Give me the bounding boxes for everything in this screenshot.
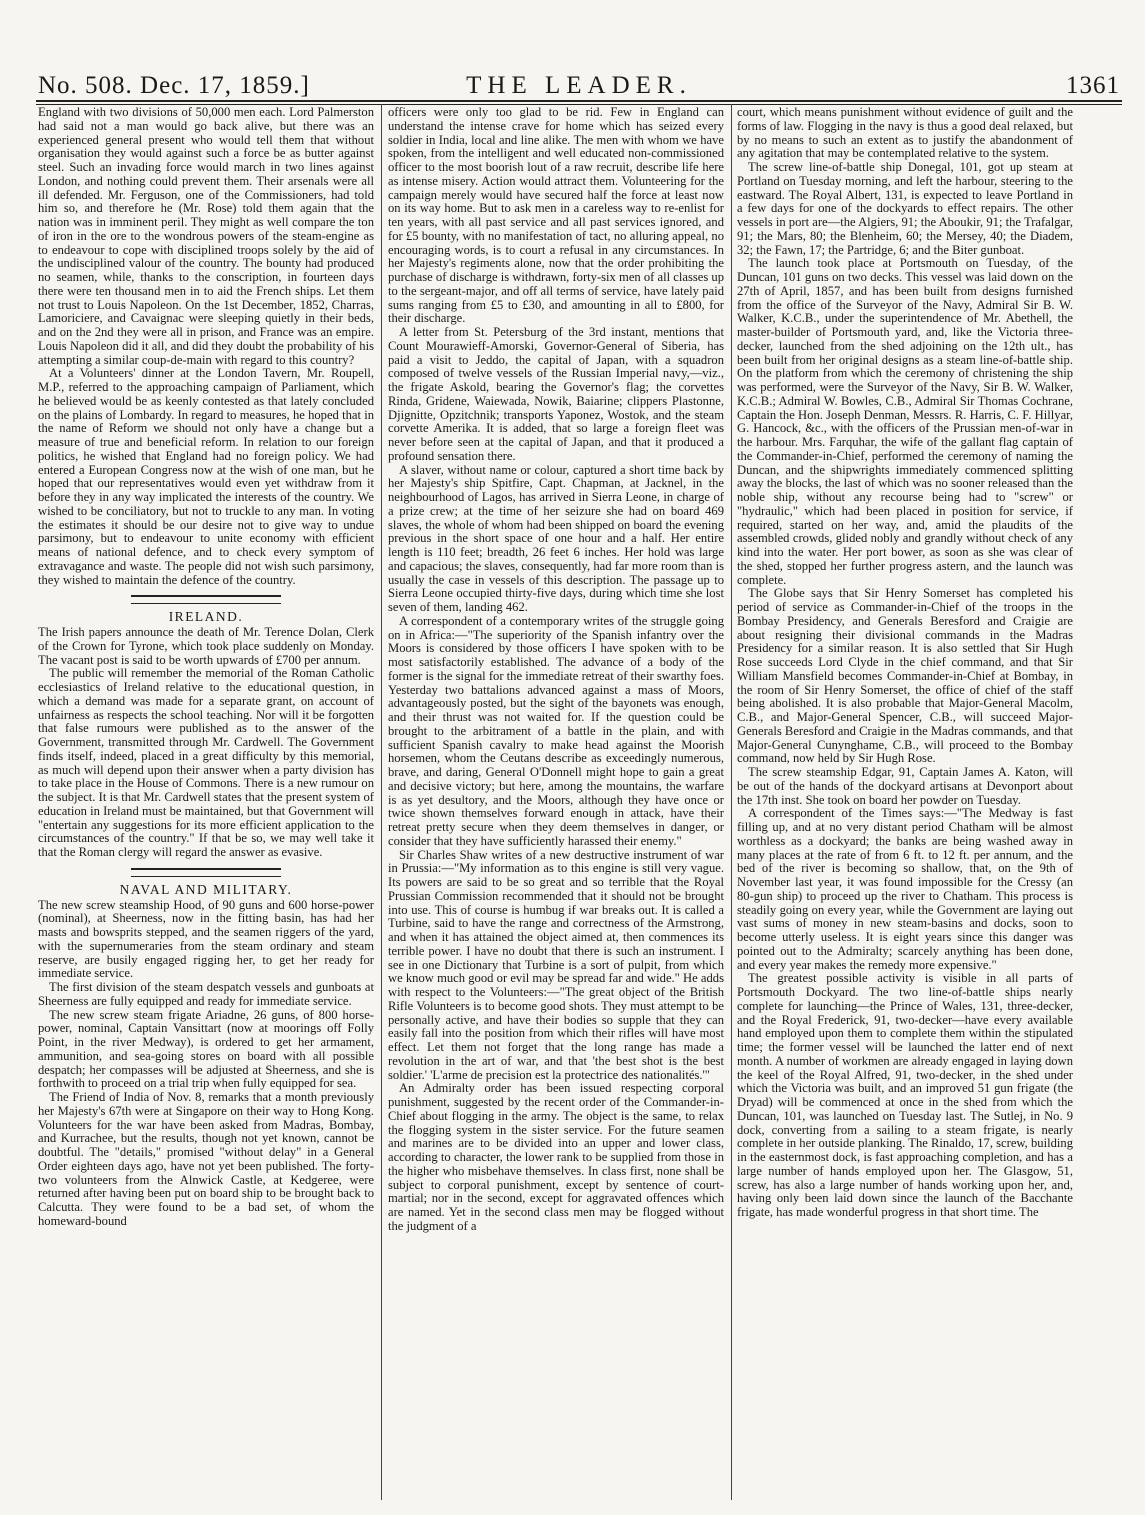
article-paragraph: A slaver, without name or colour, captured a short time back by her Majesty's ship Spitfire, Capt. Chapman, at Jacknel, in the neighbourhood of Lagos, has arrived in Sierra Leone, in charge of a prize crew; at the time of her seizure she had on board 469 slaves, the whole of whom had been shipped on board the evening previous in the short space of one hour and a half. Her entire length is 110 feet; breadth, 26 feet 6 inches. Her hold was large and capacious; the slaves, consequently, had far more room than is usually the case in vessels of this description. The passage up to Sierra Leone occupied thirty-five days, during which time she lost seven of them, landing 462.	[388, 462, 724, 614]
column-divider	[381, 104, 382, 1500]
article-paragraph: The public will remember the memorial of the Roman Catholic ecclesiastics of Ireland relative to the educational question, in which a demand was made for a separate grant, on account of unfairness as respects the school teaching. Nor will it be forgotten that false rumours were published as to the answer of the Government, transmitted through Mr. Cardwell. The Government finds itself, indeed, placed in a great difficulty by this memorial, as much will depend upon their answer when a party division has to take place in the House of Commons. There is a new rumour on the subject. It is that Mr. Cardwell states that the present system of education in Ireland must be maintained, but that Government will "entertain any suggestions for its more efficient application to the circumstances of the country." If that be so, we may well take it that the Roman clergy will regard the answer as evasive.	[38, 666, 374, 859]
article-paragraph: officers were only too glad to be rid. Few in England can understand the intense crave for home which has seized every soldier in India, local and line alike. The men with whom we have spoken, from the intelligent and well educated non-commissioned officer to the most boorish lout of a raw recruit, describe life here as intense misery. Action would attract them. Volunteering for the campaign merely would have secured half the force at least now on its way home. But to ask men in a careless way to re-enlist for ten years, with all past service and all past services ignored, and for £5 bounty, with no manifestation of tact, no alluring appeal, no encouraging words, is to court a refusal in any circumstances. In her Majesty's regiments alone, now that the order prohibiting the purchase of discharge is withdrawn, forty-six men of all classes up to the sergeant-major, and off all terms of service, have lately paid sums ranging from £5 to £30, and amounting in all to £800, for their discharge.	[388, 106, 724, 326]
article-paragraph: The greatest possible activity is visible in all parts of Portsmouth Dockyard. The two line-of-battle ships nearly complete for launching—the Prince of Wales, 131, three-decker, and the Royal Frederick, 91, two-decker—have every available hand employed upon them to complete them within the stipulated time; the former vessel will be launched the latter end of next month. A number of workmen are already engaged in laying down the keel of the Royal Alfred, 91, two-decker, in the shed under which the Victoria was built, and an improved 51 gun frigate (the Dryad) will be commenced at once in the shed from which the Duncan, 101, was launched on Tuesday last. The Sutlej, in No. 9 dock, converting from a sailing to a steam frigate, is nearly complete in her outside planking. The Rinaldo, 17, screw, building in the easternmost dock, is fast approaching completion, and has a large number of hands employed upon her. The Glasgow, 51, screw, has also a large number of hands working upon her, and, having only been laid down since the launch of the Bacchante frigate, has made wonderful progress in that short time. The	[737, 971, 1073, 1219]
column-3	[737, 106, 1073, 1498]
article-paragraph: At a Volunteers' dinner at the London Tavern, Mr. Roupell, M.P., referred to the approaching campaign of Parliament, which he believed would be as keenly contested as that lately concluded on the plains of Lombardy. In regard to measures, he hoped that in the name of Reform we should not only have a change but a measure of true and beneficial reform. In relation to our foreign politics, he wished that England had no foreign policy. We had entered a European Congress now at the wish of one man, but he hoped that our representatives would even yet withdraw from it before they in any way implicated the interests of the country. We wished to be conciliatory, but not to truckle to any man. In voting the estimates it should be our desire not to give way to undue parsimony, but to endeavour to unite economy with efficient means of national defence, and to check every symptom of extravagance and waste. The people did not wish such parsimony, they wished to maintain the defence of the country.	[38, 366, 374, 587]
article-paragraph: A correspondent of a contemporary writes of the struggle going on in Africa:—"The superiority of the Spanish infantry over the Moors is considered by those officers I have spoken with to be most satisfactorily established. The advance of a body of the former is the signal for the immediate retreat of their swarthy foes. Yesterday two battalions advanced against a mass of Moors, advantageously posted, but the sight of the bayonets was enough, and their thrust was not waited for. If the question could be brought to the arbitrament of a battle in the plain, and with sufficient Spanish cavalry to make head against the Moorish horsemen, whom the Ceutans describe as exceedingly numerous, brave, and daring, General O'Donnell might hope to gain a great and decisive victory; but here, among the mountains, the warfare is as yet desultory, and the Moors, although they have once or twice shown themselves forward enough in attack, have their retreat pretty secure when they deem themselves in danger, or consider that they have sufficiently harassed their enemy."	[388, 613, 724, 848]
section-divider	[131, 868, 281, 877]
article-paragraph: The first division of the steam despatch vessels and gunboats at Sheerness are fully equipped and ready for immediate service.	[38, 980, 374, 1008]
masthead-rule	[36, 100, 1122, 102]
column-1	[38, 106, 374, 1498]
article-paragraph: court, which means punishment without evidence of guilt and the forms of law. Flogging in the navy is thus a good deal relaxed, but by no means to such an extent as to justify the abandonment of any agitation that may be contemplated relative to the system.	[737, 106, 1073, 161]
article-paragraph: The screw steamship Edgar, 91, Captain James A. Katon, will be out of the hands of the dockyard artisans at Devonport about the 17th inst. She took on board her powder on Tuesday.	[737, 765, 1073, 807]
article-paragraph: A correspondent of the Times says:—"The Medway is fast filling up, and at no very distant period Chatham will be almost worthless as a dockyard; the banks are being washed away in many places at the rate of from 6 ft. to 12 ft. per annum, and the bed of the river is becoming so shallow, that, on the 9th of November last year, it was found impossible for the Cressy (an 80-gun ship) to proceed up the river to Chatham. This process is steadily going on every year, while the Government are laying out vast sums of money in new steam-basins and docks, soon to become utterly useless. It is eight years since this danger was pointed out to the Admiralty; scarcely anything has been done, and every year makes the remedy more expensive."	[737, 806, 1073, 972]
article-paragraph: An Admiralty order has been issued respecting corporal punishment, suggested by the recent order of the Commander-in-Chief about flogging in the army. The object is the same, to relax the flogging system in the sister service. For the future seamen and marines are to be divided into an upper and lower class, according to character, the lower rank to be supplied from those in the higher who misbehave themselves. In class first, none shall be subject to corporal punishment, except by sentence of court-martial; nor in the second, except for aggravated offences which are named. Yet in the second class men may be flogged without the judgment of a	[388, 1081, 724, 1233]
article-paragraph: The Irish papers announce the death of Mr. Terence Dolan, Clerk of the Crown for Tyrone, which took place suddenly on Monday. The vacant post is said to be worth upwards of £700 per annum.	[38, 625, 374, 667]
article-paragraph: A letter from St. Petersburg of the 3rd instant, mentions that Count Mourawieff-Amorski, Governor-General of Siberia, has paid a visit to Jeddo, the capital of Japan, with a squadron composed of twelve vessels of the Russian Imperial navy,—viz., the frigate Askold, bearing the Governor's flag; the corvettes Rinda, Gridene, Waiewada, Nowik, Baiarine; clippers Plastonne, Djignitte, Opzitchnik; transports Yaponez, Wostok, and the steam corvette Amerika. It is added, that so large a foreign fleet was never before seen at the capital of Japan, and that it produced a profound sensation there.	[388, 325, 724, 463]
article-paragraph: The Globe says that Sir Henry Somerset has completed his period of service as Commander-in-Chief of the troops in the Bombay Presidency, and Generals Beresford and Craigie are about resigning their divisional commands in the Madras Presidency for a similar reason. It is also settled that Sir Hugh Rose succeeds Lord Clyde in the chief command, and that Sir William Mansfield becomes Commander-in-Chief at Bombay, in the room of Sir Henry Somerset, the office of chief of the staff being abolished. It is also probable that Major-General Macolm, C.B., and Major-General Spencer, C.B., will succeed Major-Generals Beresford and Craigie in the Madras commands, and that Major-General Cunynghame, C.B., will proceed to the Bombay command, now held by Sir Hugh Rose.	[737, 586, 1073, 766]
masthead-rule-thin	[36, 104, 1122, 105]
article-paragraph: The launch took place at Portsmouth on Tuesday, of the Duncan, 101 guns on two decks. This vessel was laid down on the 27th of April, 1857, and has been built from designs furnished from the office of the Surveyor of the Navy, Admiral Sir B. W. Walker, K.C.B., under the superintendence of Mr. Abethell, the master-builder of Portsmouth yard, and, like the Victoria three-decker, launched from the shed adjoining on the 12th ult., has been built from her original designs as a steam line-of-battle ship. On the platform from which the ceremony of christening the ship was performed, were the Surveyor of the Navy, Sir B. W. Walker, K.C.B.; Admiral W. Bowles, C.B., Admiral Sir Thomas Cochrane, Captain the Hon. Joseph Denman, Messrs. R. Harris, C. F. Hillyar, G. Hancock, &c., with the officers of the Prussian men-of-war in the harbour. Mrs. Farquhar, the wife of the gallant flag captain of the Commander-in-Chief, performed the ceremony of naming the Duncan, and the shipwrights immediately commenced splitting away the blocks, the last of which was no sooner released than the noble ship, without any recourse being had to "screw" or "hydraulic," which had been placed in position for service, if required, started on her way, and, amid the plaudits of the assembled crowds, glided nobly and grandly without check of any kind into the water. Her port bower, as soon as she was clear of the shed, stopped her further progress astern, and the launch was complete.	[737, 256, 1073, 587]
article-paragraph: England with two divisions of 50,000 men each. Lord Palmerston had said not a man would go back alive, but there was an experienced general present who would tell them that without organisation they would against such a force be as butter against steel. Such an invading force would march in two lines against London, and nothing could prevent them. Their arsenals were all ill defended. Mr. Ferguson, one of the Commissioners, had told him so, and therefore he (Mr. Rose) told them again that the nation was in imminent peril. They might as well compare the ton of iron in the ore to the wondrous powers of the steam-engine as to endeavour to cope with disciplined troops solely by the aid of the undisciplined valour of the country. The bounty had produced no seamen, while, thanks to the conscription, in fourteen days there were ten thousand men in to aid the French ships. Let them not trust to Louis Napoleon. On the 1st December, 1852, Charras, Lamoriciere, and Cavaignac were sleeping quietly in their beds, and on the 2nd they were all in prison, and France was an empire. Louis Napoleon did it all, and did they doubt the probability of his attempting a similar coup-de-main with regard to this country?	[38, 106, 374, 367]
article-paragraph: The Friend of India of Nov. 8, remarks that a month previously her Majesty's 67th were at Singapore on their way to Hong Kong. Volunteers for the war have been asked from Madras, Bombay, and Kurrachee, but the results, though not yet known, cannot be doubtful. The "details," promised "without delay" in a General Order eighteen days ago, have not yet been published. The forty-two volunteers from the Alnwick Castle, at Kedgeree, were returned after having been put on board ship to be brought back to Calcutta. They were found to be a bad set, of whom the homeward-bound	[38, 1090, 374, 1228]
issue-date: No. 508. Dec. 17, 1859.]	[38, 72, 310, 99]
page-number: 1361	[1066, 72, 1120, 99]
article-paragraph: The new screw steam frigate Ariadne, 26 guns, of 800 horse-power, nominal, Captain Vansittart (now at moorings off Folly Point, in the river Medway), is ordered to get her armament, ammunition, and sea-going stores on board with all possible despatch; her compasses will be adjusted at Sheerness, and she is forthwith to proceed on a trial trip when fully equipped for sea.	[38, 1007, 374, 1091]
article-paragraph: Sir Charles Shaw writes of a new destructive instrument of war in Prussia:—"My information as to this engine is still very vague. Its powers are said to be so great and so terrible that the Royal Prussian Commission recommended that it should not be brought into use. This of course is humbug if war breaks out. It is called a Turbine, said to have the range and correctness of the Armstrong, and when it has attained the object aimed at, then commences its terrible power. I have no doubt that there is such an instrument. I see in one Dictionary that Turbine is a sort of pulpit, from which we know much good or evil may be spread far and wide." He adds with respect to the Volunteers:—"The great object of the British Rifle Volunteers is to become good shots. They must attempt to be personally active, and have their bodies so supple that they can easily fall into the position from which their rifles will have most effect. Let them not forget that the long range has made a revolution in the art of war, and that 'the best shot is the best soldier.' 'L'arme de precision est la protectrice des nationalités.'"	[388, 847, 724, 1082]
article-paragraph: The screw line-of-battle ship Donegal, 101, got up steam at Portland on Tuesday morning, and left the harbour, steering to the eastward. The Royal Albert, 131, is expected to leave Portland in a few days for one of the dockyards to effect repairs. The other vessels in port are—the Algiers, 91; the Aboukir, 91; the Trafalgar, 91; the Mars, 80; the Blenheim, 60; the Mersey, 40; the Diadem, 32; the Fawn, 17; the Partridge, 6; and the Biter gunboat.	[737, 160, 1073, 257]
column-2	[388, 106, 724, 1498]
newspaper-title: THE LEADER.	[466, 72, 692, 99]
section-divider	[131, 595, 281, 604]
column-divider	[731, 104, 732, 1500]
section-title-naval: NAVAL AND MILITARY.	[119, 881, 293, 897]
section-title-ireland: IRELAND.	[168, 609, 244, 625]
masthead	[38, 68, 1120, 100]
article-paragraph: The new screw steamship Hood, of 90 guns and 600 horse-power (nominal), at Sheerness, now in the fitting basin, has had her masts and bowsprits stepped, and the seamen riggers of the yard, with the supernumeraries from the steam ordinary and steam reserve, are busily engaged rigging her, to get her ready for immediate service.	[38, 897, 374, 981]
